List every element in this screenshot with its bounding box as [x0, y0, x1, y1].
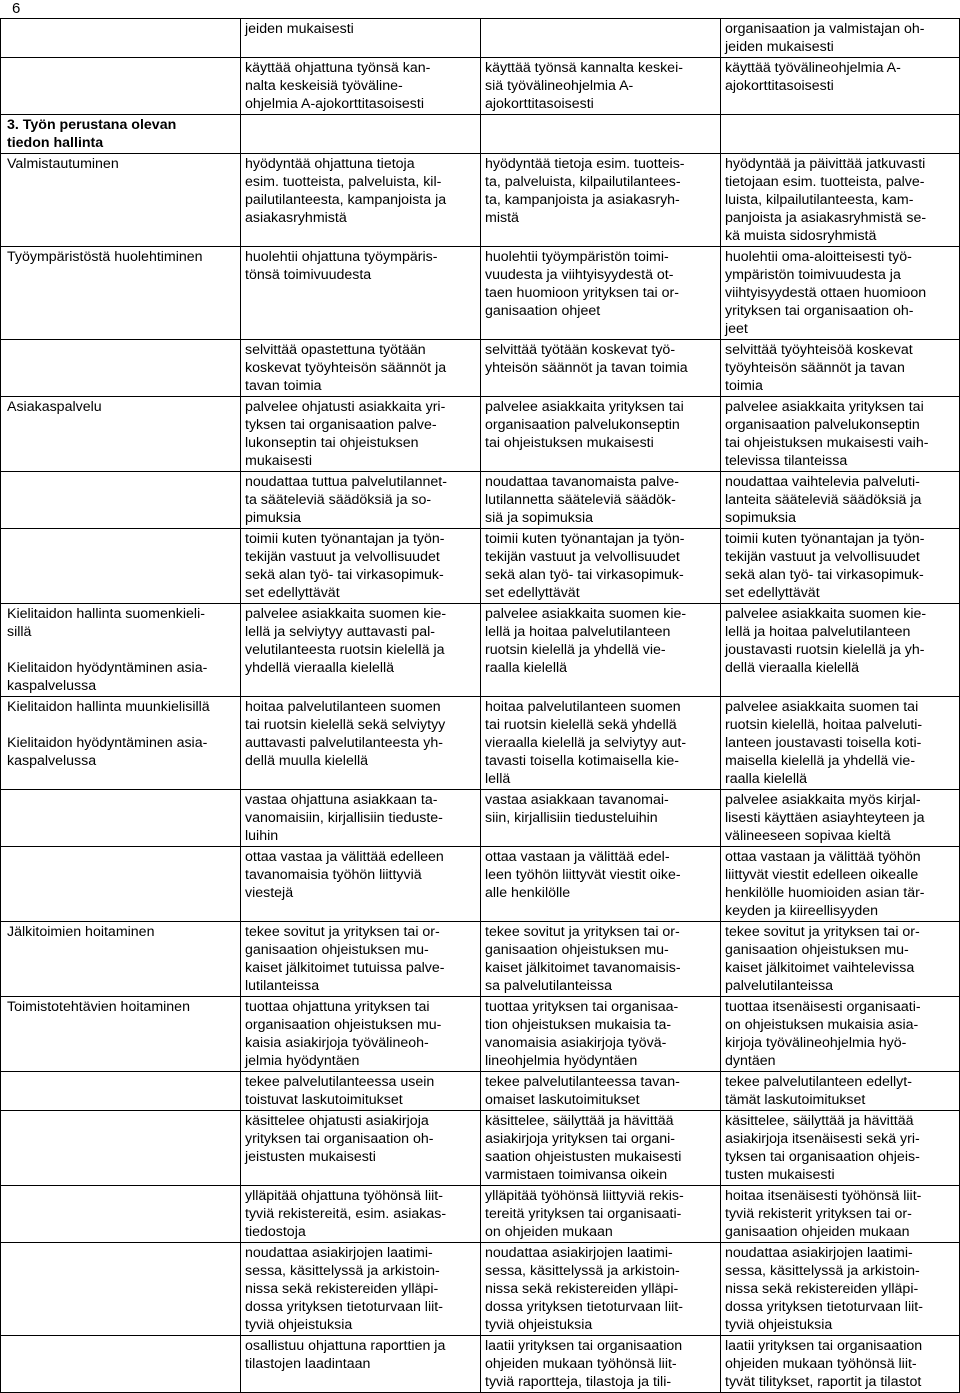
table-row [1, 397, 960, 472]
level3-cell: noudattaa vaihtelevia palveluti- lanteita sääteleviä säädöksiä ja sopimuksia [721, 472, 960, 529]
level3-cell: noudattaa asiakirjojen laatimi- sessa, käsittelyssä ja arkistoin- nissa sekä rekistereiden ylläpi- dossa yrityksen tietoturvaan liit- tyviä ohjeistuksia [721, 1243, 960, 1336]
level3-cell: hoitaa itsenäisesti työhönsä liit- tyviä rekisterit yrityksen tai or- ganisaation ohjeiden mukaan [721, 1186, 960, 1243]
level2-cell: käsittelee, säilyttää ja hävittää asiakirjoja yrityksen tai organi- saation ohjeistusten mukaisesti varmistaen toimivansa oikein [481, 1111, 721, 1186]
table-row [1, 1243, 960, 1336]
level2-cell: hoitaa palvelutilanteen suomen tai ruotsin kielellä sekä yhdellä vieraalla kielellä ja selviytyy aut- tavasti toisella kotimaisella kie- lellä [481, 697, 721, 790]
row-label-cell [1, 529, 241, 604]
table-row [1, 154, 960, 247]
level2-cell [481, 19, 721, 58]
table-row [1, 58, 960, 115]
table-row [1, 529, 960, 604]
level2-cell: ylläpitää työhönsä liittyviä rekis- tereitä yrityksen tai organisaati- on ohjeiden mukaan [481, 1186, 721, 1243]
level1-cell: käsittelee ohjatusti asiakirjoja yrityksen tai organisaation oh- jeistusten mukaisesti [241, 1111, 481, 1186]
level1-cell: hyödyntää ohjattuna tietoja esim. tuotteista, palveluista, kil- pailutilanteesta, kampanjoista ja asiakasryhmistä [241, 154, 481, 247]
level3-cell: huolehtii oma-aloitteisesti työ- ympäristön toimivuudesta ja viihtyisyydestä ottaen huomioon yrityksen tai organisaation oh- jeet [721, 247, 960, 340]
level2-cell: noudattaa tavanomaista palve- lutilannetta sääteleviä säädök- siä ja sopimuksia [481, 472, 721, 529]
table-row [1, 1111, 960, 1186]
level3-cell [721, 115, 960, 154]
level2-cell: palvelee asiakkaita suomen kie- lellä ja hoitaa palvelutilanteen ruotsin kielellä ja yhdellä vie- raalla kielellä [481, 604, 721, 697]
row-label-cell [1, 472, 241, 529]
row-label-cell: Kielitaidon hallinta muunkielisillä Kielitaidon hyödyntäminen asia- kaspalvelussa [1, 697, 241, 790]
level3-cell: tuottaa itsenäisesti organisaati- on ohjeistuksen mukaisia asia- kirjoja työvälineohjelmia hyö- dyntäen [721, 997, 960, 1072]
level1-cell: selvittää opastettuna työtään koskevat työyhteisön säännöt ja tavan toimia [241, 340, 481, 397]
level1-cell: palvelee asiakkaita suomen kie- lellä ja selviytyy auttavasti pal- velutilanteesta ruotsin kielellä ja yhdellä vieraalla kielellä [241, 604, 481, 697]
level2-cell: vastaa asiakkaan tavanomai- siin, kirjallisiin tiedusteluihin [481, 790, 721, 847]
level1-cell: ylläpitää ohjattuna työhönsä liit- tyviä rekistereitä, esim. asiakas- tiedostoja [241, 1186, 481, 1243]
table-row [1, 697, 960, 790]
level1-cell: hoitaa palvelutilanteen suomen tai ruotsin kielellä sekä selviytyy auttavasti palvelutilanteesta yh- dellä muulla kielellä [241, 697, 481, 790]
row-label-cell [1, 1243, 241, 1336]
level2-cell [481, 115, 721, 154]
level2-cell: toimii kuten työnantajan ja työn- tekijän vastuut ja velvollisuudet sekä alan työ- tai virkasopimuk- set edellyttävät [481, 529, 721, 604]
level3-cell: selvittää työyhteisöä koskevat työyhteisön säännöt ja tavan toimia [721, 340, 960, 397]
row-label-cell [1, 1186, 241, 1243]
row-label-cell [1, 19, 241, 58]
level2-cell: huolehtii työympäristön toimi- vuudesta ja viihtyisyydestä ot- taen huomioon yrityksen tai or- ganisaation ohjeet [481, 247, 721, 340]
level1-cell: ottaa vastaa ja välittää edelleen tavanomaisia työhön liittyviä viestejä [241, 847, 481, 922]
level1-cell: noudattaa asiakirjojen laatimi- sessa, käsittelyssä ja arkistoin- nissa sekä rekistereiden ylläpi- dossa yrityksen tietoturvaan liit- tyviä ohjeistuksia [241, 1243, 481, 1336]
level2-cell: hyödyntää tietoja esim. tuotteis- ta, palveluista, kilpailutilantees- ta, kampanjoista ja asiakasryh- mistä [481, 154, 721, 247]
level3-cell: palvelee asiakkaita suomen tai ruotsin kielellä, hoitaa palveluti- lanteen joustavasti toisella koti- maisella kielellä ja yhdellä vie- raalla kielellä [721, 697, 960, 790]
level1-cell: noudattaa tuttua palvelutilannet- ta sääteleviä säädöksiä ja so- pimuksia [241, 472, 481, 529]
level3-cell: palvelee asiakkaita myös kirjal- lisesti käyttäen asiayhteyteen ja välineeseen sopivaa kieltä [721, 790, 960, 847]
level3-cell: palvelee asiakkaita suomen kie- lellä ja hoitaa palvelutilanteen joustavasti ruotsin kielellä ja yh- dellä vieraalla kielellä [721, 604, 960, 697]
table-row [1, 340, 960, 397]
level2-cell: palvelee asiakkaita yrityksen tai organisaation palvelukonseptin tai ohjeistuksen mukaisesti [481, 397, 721, 472]
level3-cell: käyttää työvälineohjelmia A- ajokorttitasoisesti [721, 58, 960, 115]
level1-cell: tekee palvelutilanteessa usein toistuvat laskutoimitukset [241, 1072, 481, 1111]
table-row [1, 1186, 960, 1243]
level1-cell: tekee sovitut ja yrityksen tai or- ganisaation ohjeistuksen mu- kaiset jälkitoimet tutuissa palve- lutilanteissa [241, 922, 481, 997]
row-label-cell [1, 847, 241, 922]
row-label-cell [1, 1072, 241, 1111]
level2-cell: tuottaa yrityksen tai organisaa- tion ohjeistuksen mukaisia ta- vanomaisia asiakirjoja työvä- lineohjelmia hyödyntäen [481, 997, 721, 1072]
level3-cell: ottaa vastaan ja välittää työhön liittyvät viestit edelleen oikealle henkilölle huomioiden asian tär- keyden ja kiireellisyyden [721, 847, 960, 922]
level1-cell: vastaa ohjattuna asiakkaan ta- vanomaisiin, kirjallisiin tieduste- luihin [241, 790, 481, 847]
level3-cell: tekee sovitut ja yrityksen tai or- ganisaation ohjeistuksen mu- kaiset jälkitoimet vaihtelevissa palvelutilanteissa [721, 922, 960, 997]
row-label-cell [1, 58, 241, 115]
table-row [1, 1072, 960, 1111]
table-row [1, 604, 960, 697]
table-row [1, 115, 960, 154]
level1-cell [241, 115, 481, 154]
level3-cell: hyödyntää ja päivittää jatkuvasti tietojaan esim. tuotteista, palve- luista, kilpailutilanteesta, kam- panjoista ja asiakasryhmistä se- kä muista sidosryhmistä [721, 154, 960, 247]
level1-cell: osallistuu ohjattuna raporttien ja tilastojen laadintaan [241, 1336, 481, 1393]
table-row [1, 790, 960, 847]
level2-cell: tekee sovitut ja yrityksen tai or- ganisaation ohjeistuksen mu- kaiset jälkitoimet tavanomaisis- sa palvelutilanteissa [481, 922, 721, 997]
table-row [1, 19, 960, 58]
level2-cell: noudattaa asiakirjojen laatimi- sessa, käsittelyssä ja arkistoin- nissa sekä rekistereiden ylläpi- dossa yrityksen tietoturvaan liit- tyviä ohjeistuksia [481, 1243, 721, 1336]
row-label-cell: Jälkitoimien hoitaminen [1, 922, 241, 997]
table-row [1, 847, 960, 922]
level2-cell: ottaa vastaan ja välittää edel- leen työhön liittyvät viestit oike- alle henkilölle [481, 847, 721, 922]
row-label-cell [1, 1111, 241, 1186]
level1-cell: huolehtii ohjattuna työympäris- tönsä toimivuudesta [241, 247, 481, 340]
level2-cell: tekee palvelutilanteessa tavan- omaiset laskutoimitukset [481, 1072, 721, 1111]
level3-cell: palvelee asiakkaita yrityksen tai organisaation palvelukonseptin tai ohjeistuksen mukaisesti vaih- televissa tilanteissa [721, 397, 960, 472]
competence-table [0, 18, 960, 1393]
level3-cell: käsittelee, säilyttää ja hävittää asiakirjoja itsenäisesti sekä yri- tyksen tai organisaation ohjeis- tusten mukaisesti [721, 1111, 960, 1186]
table-row [1, 922, 960, 997]
table-row [1, 997, 960, 1072]
table-body [1, 19, 960, 1393]
row-label-cell: 3. Työn perustana olevan tiedon hallinta [1, 115, 241, 154]
row-label-cell: Valmistautuminen [1, 154, 241, 247]
level2-cell: käyttää työnsä kannalta keskei- siä työvälineohjelmia A- ajokorttitasoisesti [481, 58, 721, 115]
level1-cell: tuottaa ohjattuna yrityksen tai organisaation ohjeistuksen mu- kaisia asiakirjoja työvälineoh- jelmia hyödyntäen [241, 997, 481, 1072]
level3-cell: toimii kuten työnantajan ja työn- tekijän vastuut ja velvollisuudet sekä alan työ- tai virkasopimuk- set edellyttävät [721, 529, 960, 604]
table-row [1, 472, 960, 529]
level1-cell: jeiden mukaisesti [241, 19, 481, 58]
row-label-cell: Toimistotehtävien hoitaminen [1, 997, 241, 1072]
level3-cell: laatii yrityksen tai organisaation ohjeiden mukaan työhönsä liit- tyvät tilitykset, raportit ja tilastot [721, 1336, 960, 1393]
level3-cell: organisaation ja valmistajan oh- jeiden mukaisesti [721, 19, 960, 58]
level2-cell: laatii yrityksen tai organisaation ohjeiden mukaan työhönsä liit- tyviä raportteja, tilastoja ja tili- [481, 1336, 721, 1393]
row-label-cell: Asiakaspalvelu [1, 397, 241, 472]
level2-cell: selvittää työtään koskevat työ- yhteisön säännöt ja tavan toimia [481, 340, 721, 397]
level3-cell: tekee palvelutilanteen edellyt- tämät laskutoimitukset [721, 1072, 960, 1111]
level1-cell: käyttää ohjattuna työnsä kan- nalta keskeisiä työväline- ohjelmia A-ajokorttitasoisesti [241, 58, 481, 115]
row-label-cell [1, 790, 241, 847]
row-label-cell: Kielitaidon hallinta suomenkieli- sillä Kielitaidon hyödyntäminen asia- kaspalvelussa [1, 604, 241, 697]
table-row [1, 247, 960, 340]
level1-cell: palvelee ohjatusti asiakkaita yri- tyksen tai organisaation palve- lukonseptin tai ohjeistuksen mukaisesti [241, 397, 481, 472]
row-label-cell: Työympäristöstä huolehtiminen [1, 247, 241, 340]
level1-cell: toimii kuten työnantajan ja työn- tekijän vastuut ja velvollisuudet sekä alan työ- tai virkasopimuk- set edellyttävät [241, 529, 481, 604]
row-label-cell [1, 340, 241, 397]
page-number: 6 [12, 0, 21, 17]
